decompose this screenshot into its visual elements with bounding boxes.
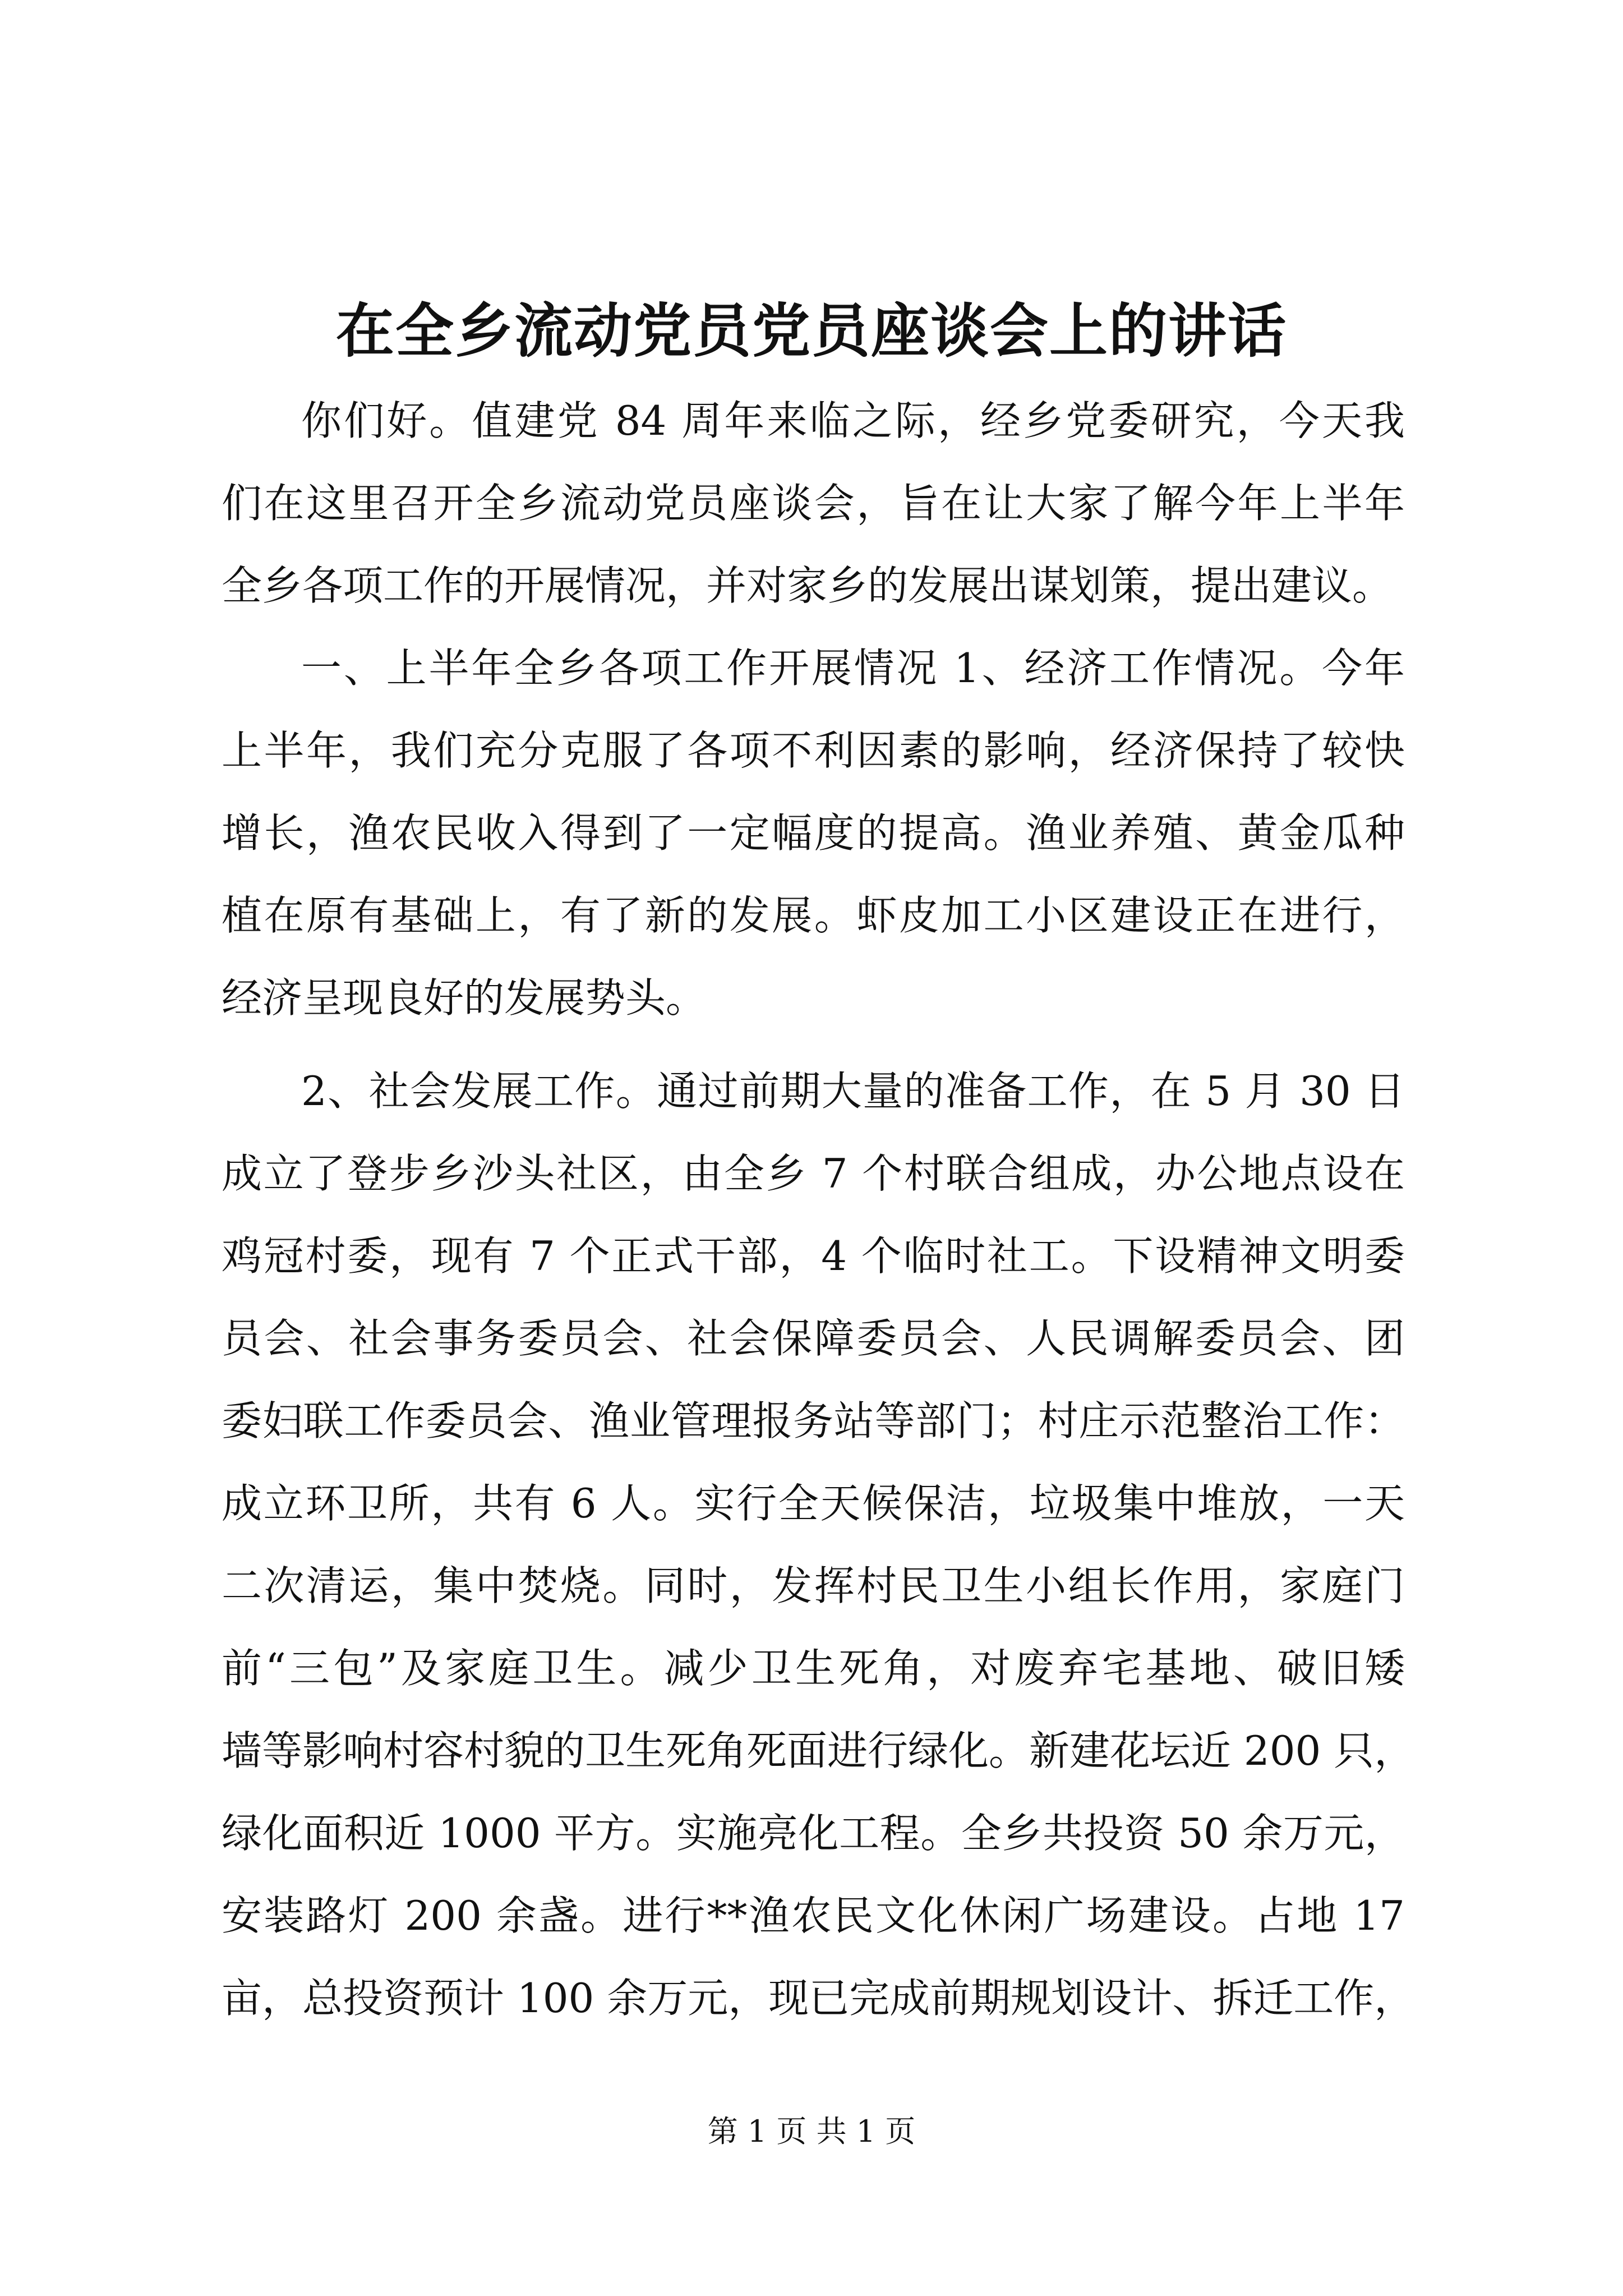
paragraph-line: 上半年，我们充分克服了各项不利因素的影响，经济保持了较快 bbox=[222, 727, 1405, 774]
paragraph-line: 前“三包”及家庭卫生。减少卫生死角，对废弃宅基地、破旧矮 bbox=[222, 1645, 1405, 1692]
page-title: 在全乡流动党员党员座谈会上的讲话 bbox=[335, 296, 1287, 365]
paragraph-line: 增长，渔农民收入得到了一定幅度的提高。渔业养殖、黄金瓜种 bbox=[222, 809, 1405, 857]
paragraph-line: 成立环卫所，共有 6 人。实行全天候保洁，垃圾集中堆放，一天 bbox=[222, 1480, 1405, 1527]
paragraph-line: 委妇联工作委员会、渔业管理报务站等部门；村庄示范整治工作： bbox=[222, 1397, 1405, 1444]
paragraph-line: 员会、社会事务委员会、社会保障委员会、人民调解委员会、团 bbox=[222, 1315, 1405, 1362]
paragraph-line: 鸡冠村委，现有 7 个正式干部，4 个临时社工。下设精神文明委 bbox=[222, 1232, 1405, 1280]
paragraph-line: 绿化面积近 1000 平方。实施亮化工程。全乡共投资 50 余万元， bbox=[222, 1810, 1405, 1857]
page-number-footer: 第 1 页 共 1 页 bbox=[707, 2114, 916, 2149]
paragraph-line: 亩，总投资预计 100 余万元，现已完成前期规划设计、拆迁工作， bbox=[222, 1975, 1415, 2022]
paragraph-line: 全乡各项工作的开展情况，并对家乡的发展出谋划策，提出建议。 bbox=[222, 562, 1393, 609]
paragraph-line: 二次清运，集中焚烧。同时，发挥村民卫生小组长作用，家庭门 bbox=[222, 1562, 1405, 1609]
paragraph-line: 墙等影响村容村貌的卫生死角死面进行绿化。新建花坛近 200 只， bbox=[222, 1727, 1415, 1774]
paragraph-line: 们在这里召开全乡流动党员座谈会，旨在让大家了解今年上半年 bbox=[222, 480, 1405, 527]
paragraph-line: 经济呈现良好的发展势头。 bbox=[222, 974, 707, 1022]
paragraph-line: 一、上半年全乡各项工作开展情况 1、经济工作情况。今年 bbox=[301, 645, 1405, 692]
paragraph-line: 2、社会发展工作。通过前期大量的准备工作，在 5 月 30 日 bbox=[301, 1068, 1405, 1115]
paragraph-line: 安装路灯 200 余盏。进行**渔农民文化休闲广场建设。占地 17 bbox=[222, 1892, 1405, 1939]
paragraph-line: 植在原有基础上，有了新的发展。虾皮加工小区建设正在进行， bbox=[222, 892, 1405, 939]
paragraph-line: 你们好。值建党 84 周年来临之际，经乡党委研究，今天我 bbox=[301, 397, 1405, 444]
paragraph-line: 成立了登步乡沙头社区，由全乡 7 个村联合组成，办公地点设在 bbox=[222, 1150, 1405, 1197]
